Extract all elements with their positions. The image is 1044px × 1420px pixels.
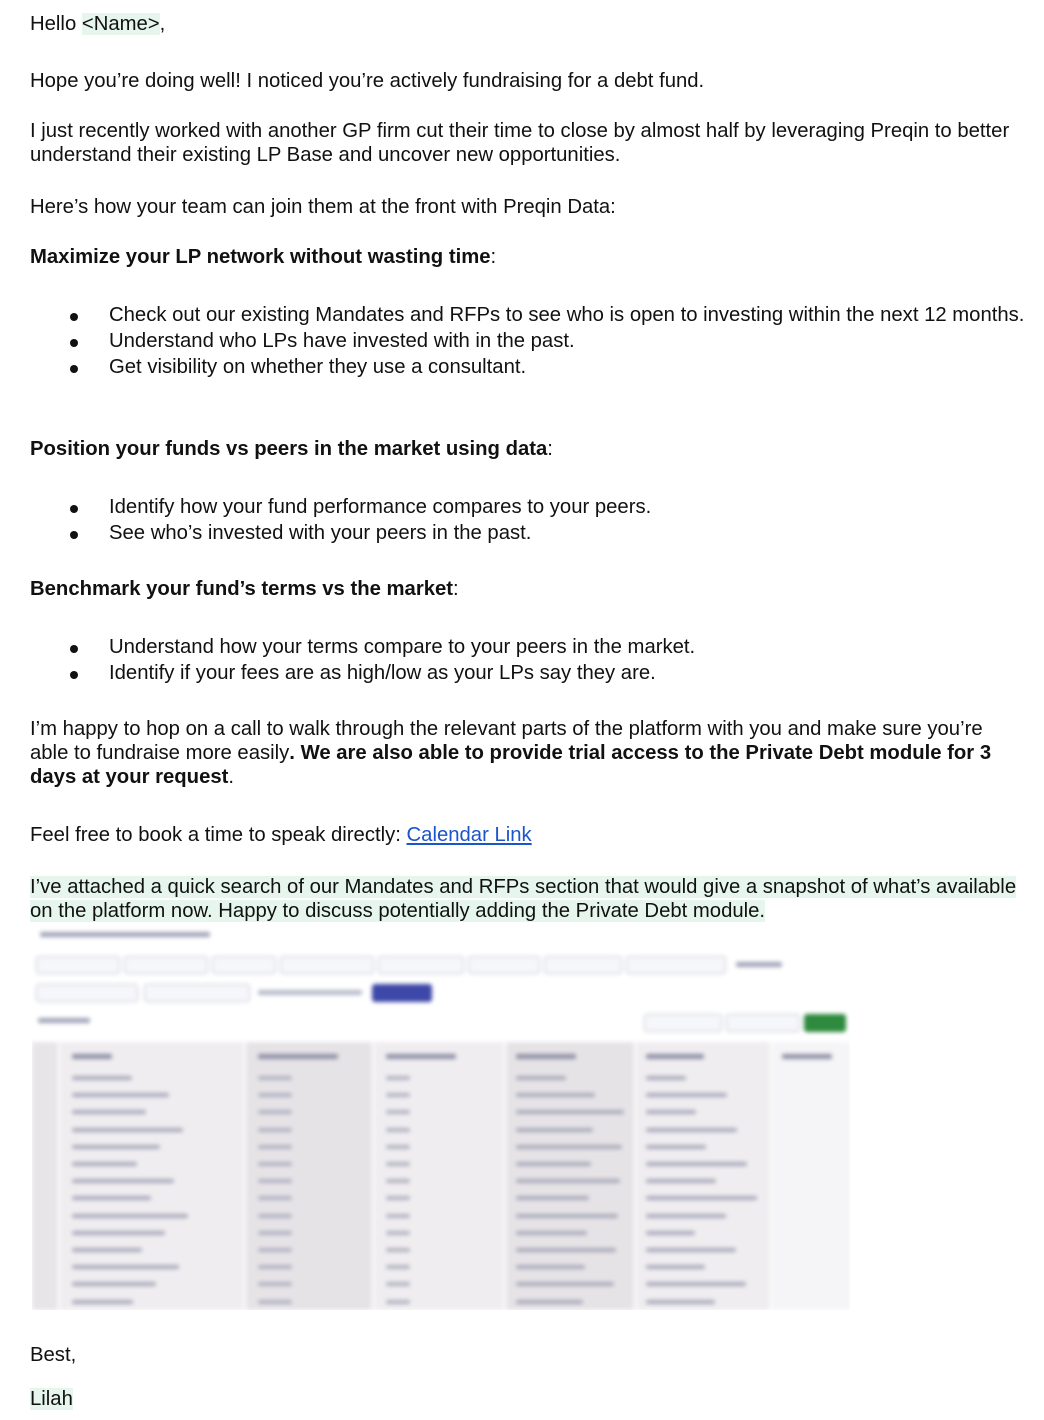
preview-table-cell <box>258 1093 292 1097</box>
preview-table-cell <box>646 1076 686 1080</box>
signature <box>30 1387 73 1411</box>
preview-table-cell <box>516 1265 585 1269</box>
preview-table-cell <box>516 1145 622 1149</box>
preview-table-column <box>772 1042 850 1310</box>
preview-table-column <box>374 1042 504 1310</box>
preview-table-cell <box>258 1300 292 1304</box>
preview-table-cell <box>516 1282 614 1286</box>
preview-export-button <box>804 1014 846 1032</box>
preview-table-header <box>386 1054 456 1059</box>
preview-table-cell <box>258 1196 292 1200</box>
list-item-text: Identify if your fees are as high/low as your LPs say they are. <box>109 662 656 684</box>
preview-table-cell <box>646 1282 746 1286</box>
preview-search-button <box>372 984 432 1002</box>
preview-table-cell <box>386 1265 410 1269</box>
attachment-note <box>30 875 1020 923</box>
list-item <box>0 661 1029 685</box>
preview-filter-pill <box>544 956 622 974</box>
attachment-note-text: I’ve attached a quick search of our Mandates and RFPs section that would give a snapshot of what’s available on the platform now. Happy to discuss potentially adding the Private Debt module. <box>30 876 1017 922</box>
preview-table-cell <box>516 1300 583 1304</box>
bullet-dot <box>70 313 78 321</box>
preview-table-cell <box>516 1128 593 1132</box>
preview-table-cell <box>386 1076 410 1080</box>
section-heading: Position your funds vs peers in the market using data: <box>30 438 553 460</box>
preview-table-cell <box>258 1231 292 1235</box>
preview-table-cell <box>646 1265 705 1269</box>
list-item <box>0 495 1029 519</box>
sign-off: Best, <box>30 1344 77 1366</box>
preview-table-cell <box>258 1162 292 1166</box>
preview-filter-pill <box>280 956 374 974</box>
preview-table-cell <box>258 1128 292 1132</box>
preview-table-header <box>258 1054 338 1059</box>
section-heading: Benchmark your fund’s terms vs the market: <box>30 578 459 600</box>
list-item <box>0 635 1029 659</box>
preview-filter-pill <box>36 956 120 974</box>
bullet-dot <box>70 365 78 373</box>
preview-table-cell <box>258 1145 292 1149</box>
bullet-list <box>0 635 1029 685</box>
preview-results-count <box>38 1018 90 1023</box>
preview-table-cell <box>258 1248 292 1252</box>
preview-table-cell <box>72 1282 156 1286</box>
list-item-text: Check out our existing Mandates and RFPs to see who is open to investing within the next 12 months. <box>109 304 1025 326</box>
preview-table-cell <box>72 1110 146 1114</box>
preview-action-pill <box>644 1014 722 1032</box>
bullet-dot <box>70 645 78 653</box>
trial-offer-text: . We are also able to provide trial access to the Private Debt module for 3 days at your request <box>30 742 992 788</box>
preview-filter-pill <box>626 956 726 974</box>
preview-table-cell <box>386 1128 410 1132</box>
call-offer-paragraph <box>30 717 1015 789</box>
section-heading: Maximize your LP network without wasting time: <box>30 246 497 268</box>
preview-table-cell <box>258 1214 292 1218</box>
preview-table-cell <box>72 1300 133 1304</box>
preview-table-cell <box>72 1214 188 1218</box>
bullet-dot <box>70 339 78 347</box>
bullet-list <box>0 303 1029 379</box>
list-item-text: Understand how your terms compare to your peers in the market. <box>109 636 696 658</box>
preview-table-cell <box>258 1282 292 1286</box>
list-item-text: Understand who LPs have invested with in the past. <box>109 330 575 352</box>
preview-table-cell <box>386 1231 410 1235</box>
preview-table-cell <box>258 1076 292 1080</box>
signature-name: Lilah <box>30 1388 73 1410</box>
preview-table-cell <box>646 1162 747 1166</box>
preview-table-header <box>516 1054 576 1059</box>
preview-table-cell <box>386 1179 410 1183</box>
preview-table-cell <box>72 1145 160 1149</box>
preview-filter-pill <box>212 956 276 974</box>
section-heading-text: Position your funds vs peers in the market using data <box>30 438 548 460</box>
attached-screenshot-image <box>32 924 850 1310</box>
preview-table-cell <box>516 1093 595 1097</box>
list-item-text: Identify how your fund performance compares to your peers. <box>109 496 652 518</box>
preview-table-header <box>782 1054 832 1059</box>
preview-table-cell <box>258 1110 292 1114</box>
preview-table-cell <box>386 1162 410 1166</box>
preview-table-cell <box>646 1214 726 1218</box>
greeting-line <box>30 12 165 36</box>
preview-table-cell <box>646 1300 715 1304</box>
recipient-name-placeholder: <Name> <box>81 13 160 35</box>
preview-table-cell <box>386 1093 410 1097</box>
preview-table-cell <box>646 1231 695 1235</box>
list-item <box>0 521 1029 545</box>
booking-text: Feel free to book a time to speak directly: <box>30 824 407 846</box>
preview-table-cell <box>258 1179 292 1183</box>
section-heading-text: Benchmark your fund’s terms vs the market <box>30 578 454 600</box>
preview-table-column <box>60 1042 244 1310</box>
preview-filter-pill <box>144 984 250 1002</box>
list-item-text: See who’s invested with your peers in the past. <box>109 522 532 544</box>
case-study-paragraph: I just recently worked with another GP firm cut their time to close by almost half by leveraging Preqin to better understand their existing LP Base and uncover new opportunities. <box>30 120 1010 166</box>
section-heading-text: Maximize your LP network without wasting time <box>30 246 491 268</box>
preview-table-cell <box>72 1076 132 1080</box>
preview-table-cell <box>516 1248 616 1252</box>
preview-table-cell <box>72 1162 137 1166</box>
list-item <box>0 355 1029 379</box>
preview-table-cell <box>646 1093 727 1097</box>
preview-table-cell <box>516 1076 566 1080</box>
preview-table-cell <box>258 1265 292 1269</box>
list-item-text: Get visibility on whether they use a consultant. <box>109 356 527 378</box>
preview-filter-pill <box>124 956 208 974</box>
preview-table-column <box>246 1042 372 1310</box>
preview-table-column <box>636 1042 770 1310</box>
preview-table-header <box>72 1054 112 1059</box>
preview-table-cell <box>72 1248 142 1252</box>
preview-table-cell <box>516 1196 589 1200</box>
preview-table-column <box>32 1042 58 1310</box>
preview-table-cell <box>646 1110 696 1114</box>
preview-table-cell <box>516 1179 620 1183</box>
preview-table-cell <box>646 1128 737 1132</box>
calendar-link[interactable]: Calendar Link <box>406 824 532 846</box>
preview-table-cell <box>516 1162 591 1166</box>
preview-table-cell <box>386 1110 410 1114</box>
preview-table-cell <box>386 1300 410 1304</box>
preview-table-column <box>506 1042 634 1310</box>
preview-table-cell <box>72 1231 165 1235</box>
preview-table-cell <box>72 1093 169 1097</box>
bullet-dot <box>70 671 78 679</box>
preview-table-cell <box>72 1128 183 1132</box>
preview-table-cell <box>386 1282 410 1286</box>
preview-filter-pill <box>36 984 138 1002</box>
preview-table-cell <box>516 1231 587 1235</box>
preview-table-cell <box>72 1196 151 1200</box>
preview-title-bar <box>40 932 210 937</box>
preview-clear-link <box>258 990 362 995</box>
preview-table-cell <box>386 1248 410 1252</box>
preview-table-cell <box>386 1145 410 1149</box>
lead-in-paragraph: Here’s how your team can join them at the front with Preqin Data: <box>30 196 616 218</box>
preview-filter-pill <box>378 956 464 974</box>
preview-table-cell <box>646 1248 736 1252</box>
preview-table-cell <box>646 1196 757 1200</box>
greeting-prefix: Hello <box>30 13 82 35</box>
intro-paragraph: Hope you’re doing well! I noticed you’re actively fundraising for a debt fund. <box>30 70 705 92</box>
preview-table-cell <box>72 1179 174 1183</box>
preview-table-header <box>646 1054 704 1059</box>
list-item <box>0 303 1029 327</box>
call-offer-end: . <box>228 766 235 788</box>
list-item <box>0 329 1029 353</box>
greeting-suffix: , <box>159 13 166 35</box>
preview-table-cell <box>646 1179 716 1183</box>
call-offer-text: I’m happy to hop on a call to walk through the relevant parts of the platform with you and make sure you’re able to fundraise more easily <box>30 718 983 764</box>
bullet-dot <box>70 505 78 513</box>
preview-action-pill <box>726 1014 800 1032</box>
booking-line <box>30 823 532 847</box>
preview-table-cell <box>386 1214 410 1218</box>
preview-table-cell <box>386 1196 410 1200</box>
preview-table-cell <box>646 1145 706 1149</box>
preview-table-cell <box>516 1110 624 1114</box>
blurred-table-preview <box>32 924 850 1310</box>
preview-filter-pill <box>468 956 540 974</box>
bullet-dot <box>70 531 78 539</box>
preview-table-cell <box>516 1214 618 1218</box>
preview-table-cell <box>72 1265 179 1269</box>
bullet-list <box>0 495 1029 545</box>
preview-filter-label <box>736 962 782 967</box>
